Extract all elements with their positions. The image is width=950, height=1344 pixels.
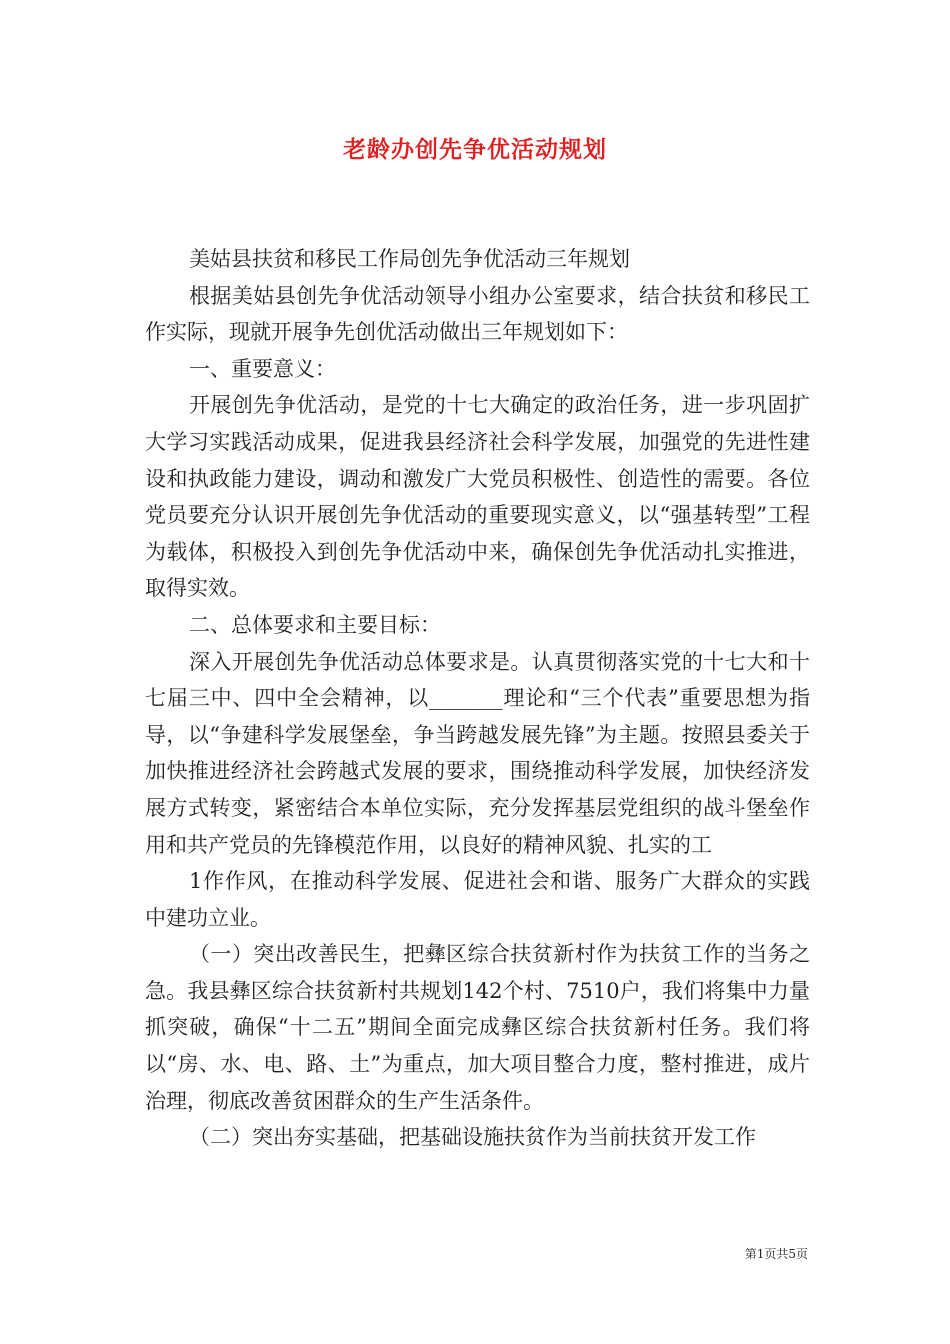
paragraph-intro: 根据美姑县创先争优活动领导小组办公室要求，结合扶贫和移民工作实际，现就开展争先创优活动做出三年规划如下： — [145, 283, 810, 345]
paragraph-significance: 开展创先争优活动，是党的十七大确定的政治任务，进一步巩固扩大学习实践活动成果，促进我县经济社会科学发展，加强党的先进性建设和执政能力建设，调动和激发广大党员积极性、创造性的需要。各位党员要充分认识开展创先争优活动的重要现实意义，以“强基转型”工程为载体，积极投入到创先争优活动中来，确保创先争优活动扎实推进，取得实效。 — [145, 393, 810, 601]
page-number: 第1页共5页 — [744, 1247, 808, 1261]
document-body — [145, 241, 810, 1156]
paragraph-subtitle: 美姑县扶贫和移民工作局创先争优活动三年规划 — [189, 247, 630, 271]
section-heading-significance: 一、重要意义： — [189, 356, 336, 381]
document-title: 老龄办创先争优活动规划 — [343, 136, 607, 163]
paragraph-requirements-continued: 1作作风，在推动科学发展、促进社会和谐、服务广大群众的实践中建功立业。 — [145, 869, 810, 930]
section-heading-requirements: 二、总体要求和主要目标： — [189, 612, 441, 637]
paragraph-item-2: （二）突出夯实基础，把基础设施扶贫作为当前扶贫开发工作 — [189, 1125, 756, 1150]
paragraph-requirements: 深入开展创先争优活动总体要求是。认真贯彻落实党的十七大和十七届三中、四中全会精神，以_______理论和“三个代表”重要思想为指导，以“争建科学发展堡垒，争当跨越发展先锋”为主题。按照县委关于加快推进经济社会跨越式发展的要求，围绕推动科学发展，加快经济发展方式转变，紧密结合本单位实际，充分发挥基层党组织的战斗堡垒作用和共产党员的先锋模范作用，以良好的精神风貌、扎实的工 — [145, 649, 810, 857]
paragraph-item-1: （一）突出改善民生，把彝区综合扶贫新村作为扶贫工作的当务之急。我县彝区综合扶贫新村共规划142个村、7510户，我们将集中力量抓突破，确保“十二五”期间全面完成彝区综合扶贫新村任务。我们将以“房、水、电、路、土”为重点，加大项目整合力度，整村推进，成片治理，彻底改善贫困群众的生产生活条件。 — [145, 942, 810, 1113]
